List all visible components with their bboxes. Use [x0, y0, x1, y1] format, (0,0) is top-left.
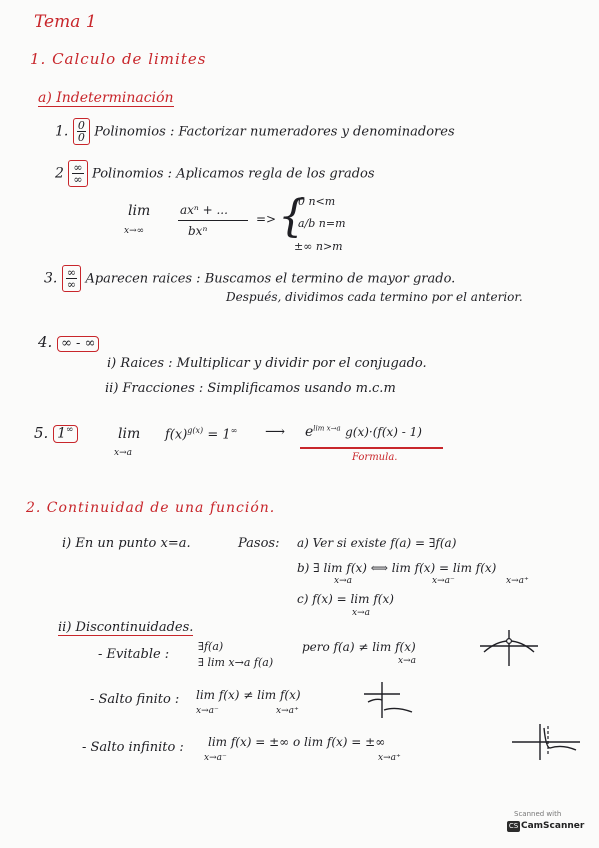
item2-text: Polinomios : Aplicamos regla de los grados	[92, 166, 375, 182]
formula-underline	[300, 447, 443, 449]
step-b-sub-1: x→a	[334, 576, 352, 586]
grados-lim: lim	[128, 203, 151, 219]
item3-text-2: Después, dividimos cada termino por el anterior.	[226, 290, 523, 304]
inf-minus-inf-box: ∞ - ∞	[57, 336, 99, 352]
section1-heading: 1. Calculo de limites	[30, 50, 207, 68]
salto-infinito-expr: lim f(x) = ±∞ o lim f(x) = ±∞	[208, 735, 386, 749]
item1-text: Polinomios : Factorizar numeradores y denominadores	[94, 124, 455, 140]
grados-brace: {	[278, 191, 306, 242]
evitable-sketch-icon	[478, 628, 540, 668]
inf-over-inf-box-2: $\frac{\infty}{\infty}$	[62, 265, 81, 292]
salto-infinito-sketch-icon	[510, 722, 582, 762]
evitable-label: - Evitable :	[98, 647, 170, 662]
evitable-tail-sub: x→a	[398, 656, 416, 666]
salto-infinito-sub-1: x→a⁻	[204, 753, 227, 763]
item4-raices: i) Raices : Multiplicar y dividir por el conjugado.	[107, 356, 427, 371]
step-b-sub-3: x→a⁺	[506, 576, 529, 586]
grados-numerator: axⁿ + ...	[180, 203, 228, 217]
step-c-sub: x→a	[352, 608, 370, 618]
pasos-label: Pasos:	[238, 536, 280, 551]
salto-finito-sub-2: x→a⁺	[276, 706, 299, 716]
salto-infinito-label: - Salto infinito :	[82, 740, 184, 755]
grados-lim-sub: x→∞	[124, 226, 145, 236]
salto-finito-expr: lim f(x) ≠ lim f(x)	[196, 688, 301, 702]
camscanner-name: CamScanner	[521, 821, 585, 831]
salto-infinito-sub-2: x→a⁺	[378, 753, 401, 763]
grados-case-3: ±∞ n>m	[294, 240, 343, 253]
page-title: Tema 1	[34, 12, 97, 32]
step-b-sub-2: x→a⁻	[432, 576, 455, 586]
zero-over-zero-box: $\frac{0}{0}$	[73, 118, 90, 145]
indeterminacion-label: a) Indeterminación	[38, 90, 174, 106]
item3	[44, 265, 455, 292]
step-c: c) f(x) = lim f(x)	[297, 592, 394, 606]
grados-arrow: =>	[256, 212, 277, 226]
inf-over-inf-box: $\frac{\infty}{\infty}$	[68, 160, 87, 187]
item5-number: 5.	[34, 424, 49, 442]
item5-lim-sub: x→a	[114, 448, 132, 458]
item2	[55, 160, 375, 187]
camscanner-logo-icon: CS	[508, 822, 519, 830]
item2-number: 2	[55, 165, 64, 182]
item3-text: Aparecen raices : Buscamos el termino de mayor grado.	[85, 271, 456, 287]
item5-arrow: ⟶	[265, 424, 286, 440]
item4	[38, 333, 99, 352]
item4-number: 4.	[38, 333, 53, 351]
grados-denominator: bxⁿ	[188, 224, 208, 238]
discontinuidades-label: ii) Discontinuidades.	[58, 620, 194, 635]
grados-case-1: 0 n<m	[298, 195, 336, 208]
item3-number: 3.	[44, 270, 58, 287]
item5	[34, 424, 78, 443]
evitable-tail: pero f(a) ≠ lim f(x)	[302, 640, 416, 654]
step-a: a) Ver si existe f(a) = ∃f(a)	[297, 536, 457, 550]
grados-case-2: a/b n=m	[298, 217, 346, 230]
camscanner-badge	[501, 808, 585, 838]
scanned-with-label: Scanned with	[514, 810, 562, 818]
evitable-line-2: ∃ lim x→a f(a)	[198, 656, 274, 669]
section2-heading: 2. Continuidad de una función.	[26, 500, 276, 516]
item5-rhs: $e^{lim x\to a}$ g(x)·(f(x) - 1)	[305, 424, 422, 440]
salto-finito-sketch-icon	[362, 680, 416, 720]
salto-finito-sub-1: x→a⁻	[196, 706, 219, 716]
item5-lim: lim	[118, 426, 141, 442]
evitable-line-1: ∃f(a)	[198, 640, 224, 653]
salto-finito-label: - Salto finito :	[90, 692, 180, 707]
item1-number: 1.	[55, 123, 69, 140]
item4-fracciones: ii) Fracciones : Simplificamos usando m.c.m	[105, 381, 396, 396]
item1	[55, 118, 455, 145]
one-to-inf-box: 1∞	[53, 425, 77, 443]
en-un-punto-label: i) En un punto x=a.	[62, 536, 191, 551]
step-b: b) ∃ lim f(x) ⟺ lim f(x) = lim f(x)	[297, 561, 497, 575]
item5-expr: $f(x)^{g(x)} = 1^\infty$	[165, 426, 238, 443]
formula-label: Formula.	[352, 452, 398, 463]
grados-fraction-bar	[178, 220, 248, 221]
